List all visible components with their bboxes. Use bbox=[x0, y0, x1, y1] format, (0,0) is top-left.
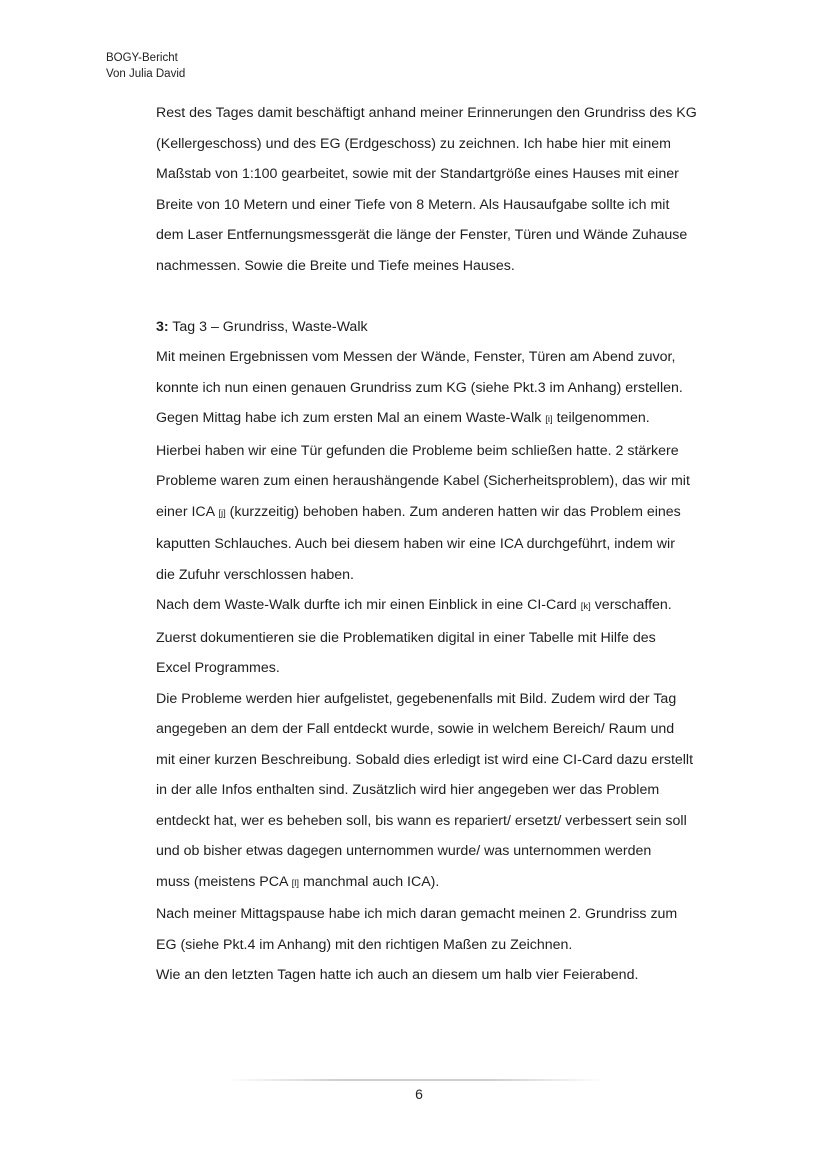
text-line bbox=[156, 403, 756, 436]
document-body bbox=[156, 98, 756, 991]
paragraph-gap bbox=[156, 281, 756, 312]
text-line: in der alle Infos enthalten sind. Zusätzlich wird hier angegeben wer das Problem bbox=[156, 782, 660, 798]
text-span: einer ICA bbox=[156, 503, 219, 520]
text-span: (kurzzeitig) behoben haben. Zum anderen hatten wir das Problem eines bbox=[225, 503, 681, 520]
text-line: (Kellergeschoss) und des EG (Erdgeschoss) zu zeichnen. Ich habe hier mit einem bbox=[156, 135, 671, 152]
text-line: und ob bisher etwas dagegen unternommen wurde/ was unternommen werden bbox=[156, 843, 652, 859]
footnote-ref-i: [i] bbox=[545, 414, 553, 425]
text-line: Hierbei haben wir eine Tür gefunden die Probleme beim schließen hatte. 2 stärkere bbox=[156, 442, 679, 459]
text-line: die Zufuhr verschlossen haben. bbox=[156, 566, 354, 583]
page-header bbox=[106, 50, 185, 82]
text-line: nachmessen. Sowie die Breite und Tiefe meines Hauses. bbox=[156, 257, 515, 274]
text-line bbox=[156, 590, 756, 623]
text-span: Gegen Mittag habe ich zum ersten Mal an einem Waste-Walk bbox=[156, 410, 546, 426]
text-span: muss (meistens PCA bbox=[156, 873, 292, 890]
text-span: teilgenommen. bbox=[552, 410, 650, 426]
report-author: Von Julia David bbox=[106, 68, 186, 80]
report-title: BOGY-Bericht bbox=[106, 52, 178, 64]
text-span: Nach dem Waste-Walk durfte ich mir einen Einblick in eine CI-Card bbox=[156, 597, 581, 613]
text-line: Die Probleme werden hier aufgelistet, gegebenenfalls mit Bild. Zudem wird der Tag bbox=[156, 690, 677, 707]
text-line: Breite von 10 Metern und einer Tiefe von 8 Metern. Als Hausaufgabe sollte ich mit bbox=[156, 196, 670, 213]
section-title: Tag 3 – Grundriss, Waste-Walk bbox=[168, 318, 368, 335]
text-line: Zuerst dokumentieren sie die Problematiken digital in einer Tabelle mit Hilfe des bbox=[156, 629, 656, 646]
text-line bbox=[156, 867, 756, 900]
footnote-ref-j: [j] bbox=[218, 507, 226, 519]
page-number: 6 bbox=[415, 1086, 423, 1102]
text-line: Mit meinen Ergebnissen vom Messen der Wände, Fenster, Türen am Abend zuvor, bbox=[156, 349, 676, 365]
text-line: angegeben an dem der Fall entdeckt wurde, sowie in welchem Bereich/ Raum und bbox=[156, 721, 675, 737]
text-line: entdeckt hat, wer es beheben soll, bis wann es repariert/ ersetzt/ verbessert sein soll bbox=[156, 812, 687, 829]
text-line: mit einer kurzen Beschreibung. Sobald dies erledigt ist wird eine CI-Card dazu erstellt bbox=[156, 751, 694, 768]
text-line: konnte ich nun einen genauen Grundriss zum KG (siehe Pkt.3 im Anhang) erstellen. bbox=[156, 379, 683, 396]
text-span: manchmal auch ICA). bbox=[299, 873, 440, 890]
footer-divider bbox=[225, 1079, 605, 1081]
text-line: Excel Programmes. bbox=[156, 660, 280, 676]
text-line: dem Laser Entfernungsmessgerät die länge der Fenster, Türen und Wände Zuhause bbox=[156, 227, 688, 243]
section-heading bbox=[156, 312, 756, 343]
text-span: verschaffen. bbox=[590, 597, 672, 613]
text-line: Wie an den letzten Tagen hatte ich auch an diesem um halb vier Feierabend. bbox=[156, 967, 639, 983]
text-line: kaputten Schlauches. Auch bei diesem haben wir eine ICA durchgeführt, indem wir bbox=[156, 536, 675, 552]
text-line: Probleme waren zum einen heraushängende Kabel (Sicherheitsproblem), das wir mit bbox=[156, 473, 690, 489]
section-number: 3: bbox=[156, 318, 169, 335]
footnote-ref-l: [l] bbox=[291, 877, 299, 889]
text-line: EG (siehe Pkt.4 im Anhang) mit den richtigen Maßen zu Zeichnen. bbox=[156, 936, 573, 953]
text-line: Maßstab von 1:100 gearbeitet, sowie mit der Standartgröße eines Hauses mit einer bbox=[156, 166, 679, 182]
text-line: Rest des Tages damit beschäftigt anhand meiner Erinnerungen den Grundriss des KG bbox=[156, 105, 697, 121]
text-line: Nach meiner Mittagspause habe ich mich daran gemacht meinen 2. Grundriss zum bbox=[156, 906, 678, 922]
footnote-ref-k: [k] bbox=[580, 601, 591, 612]
text-line bbox=[156, 497, 756, 530]
